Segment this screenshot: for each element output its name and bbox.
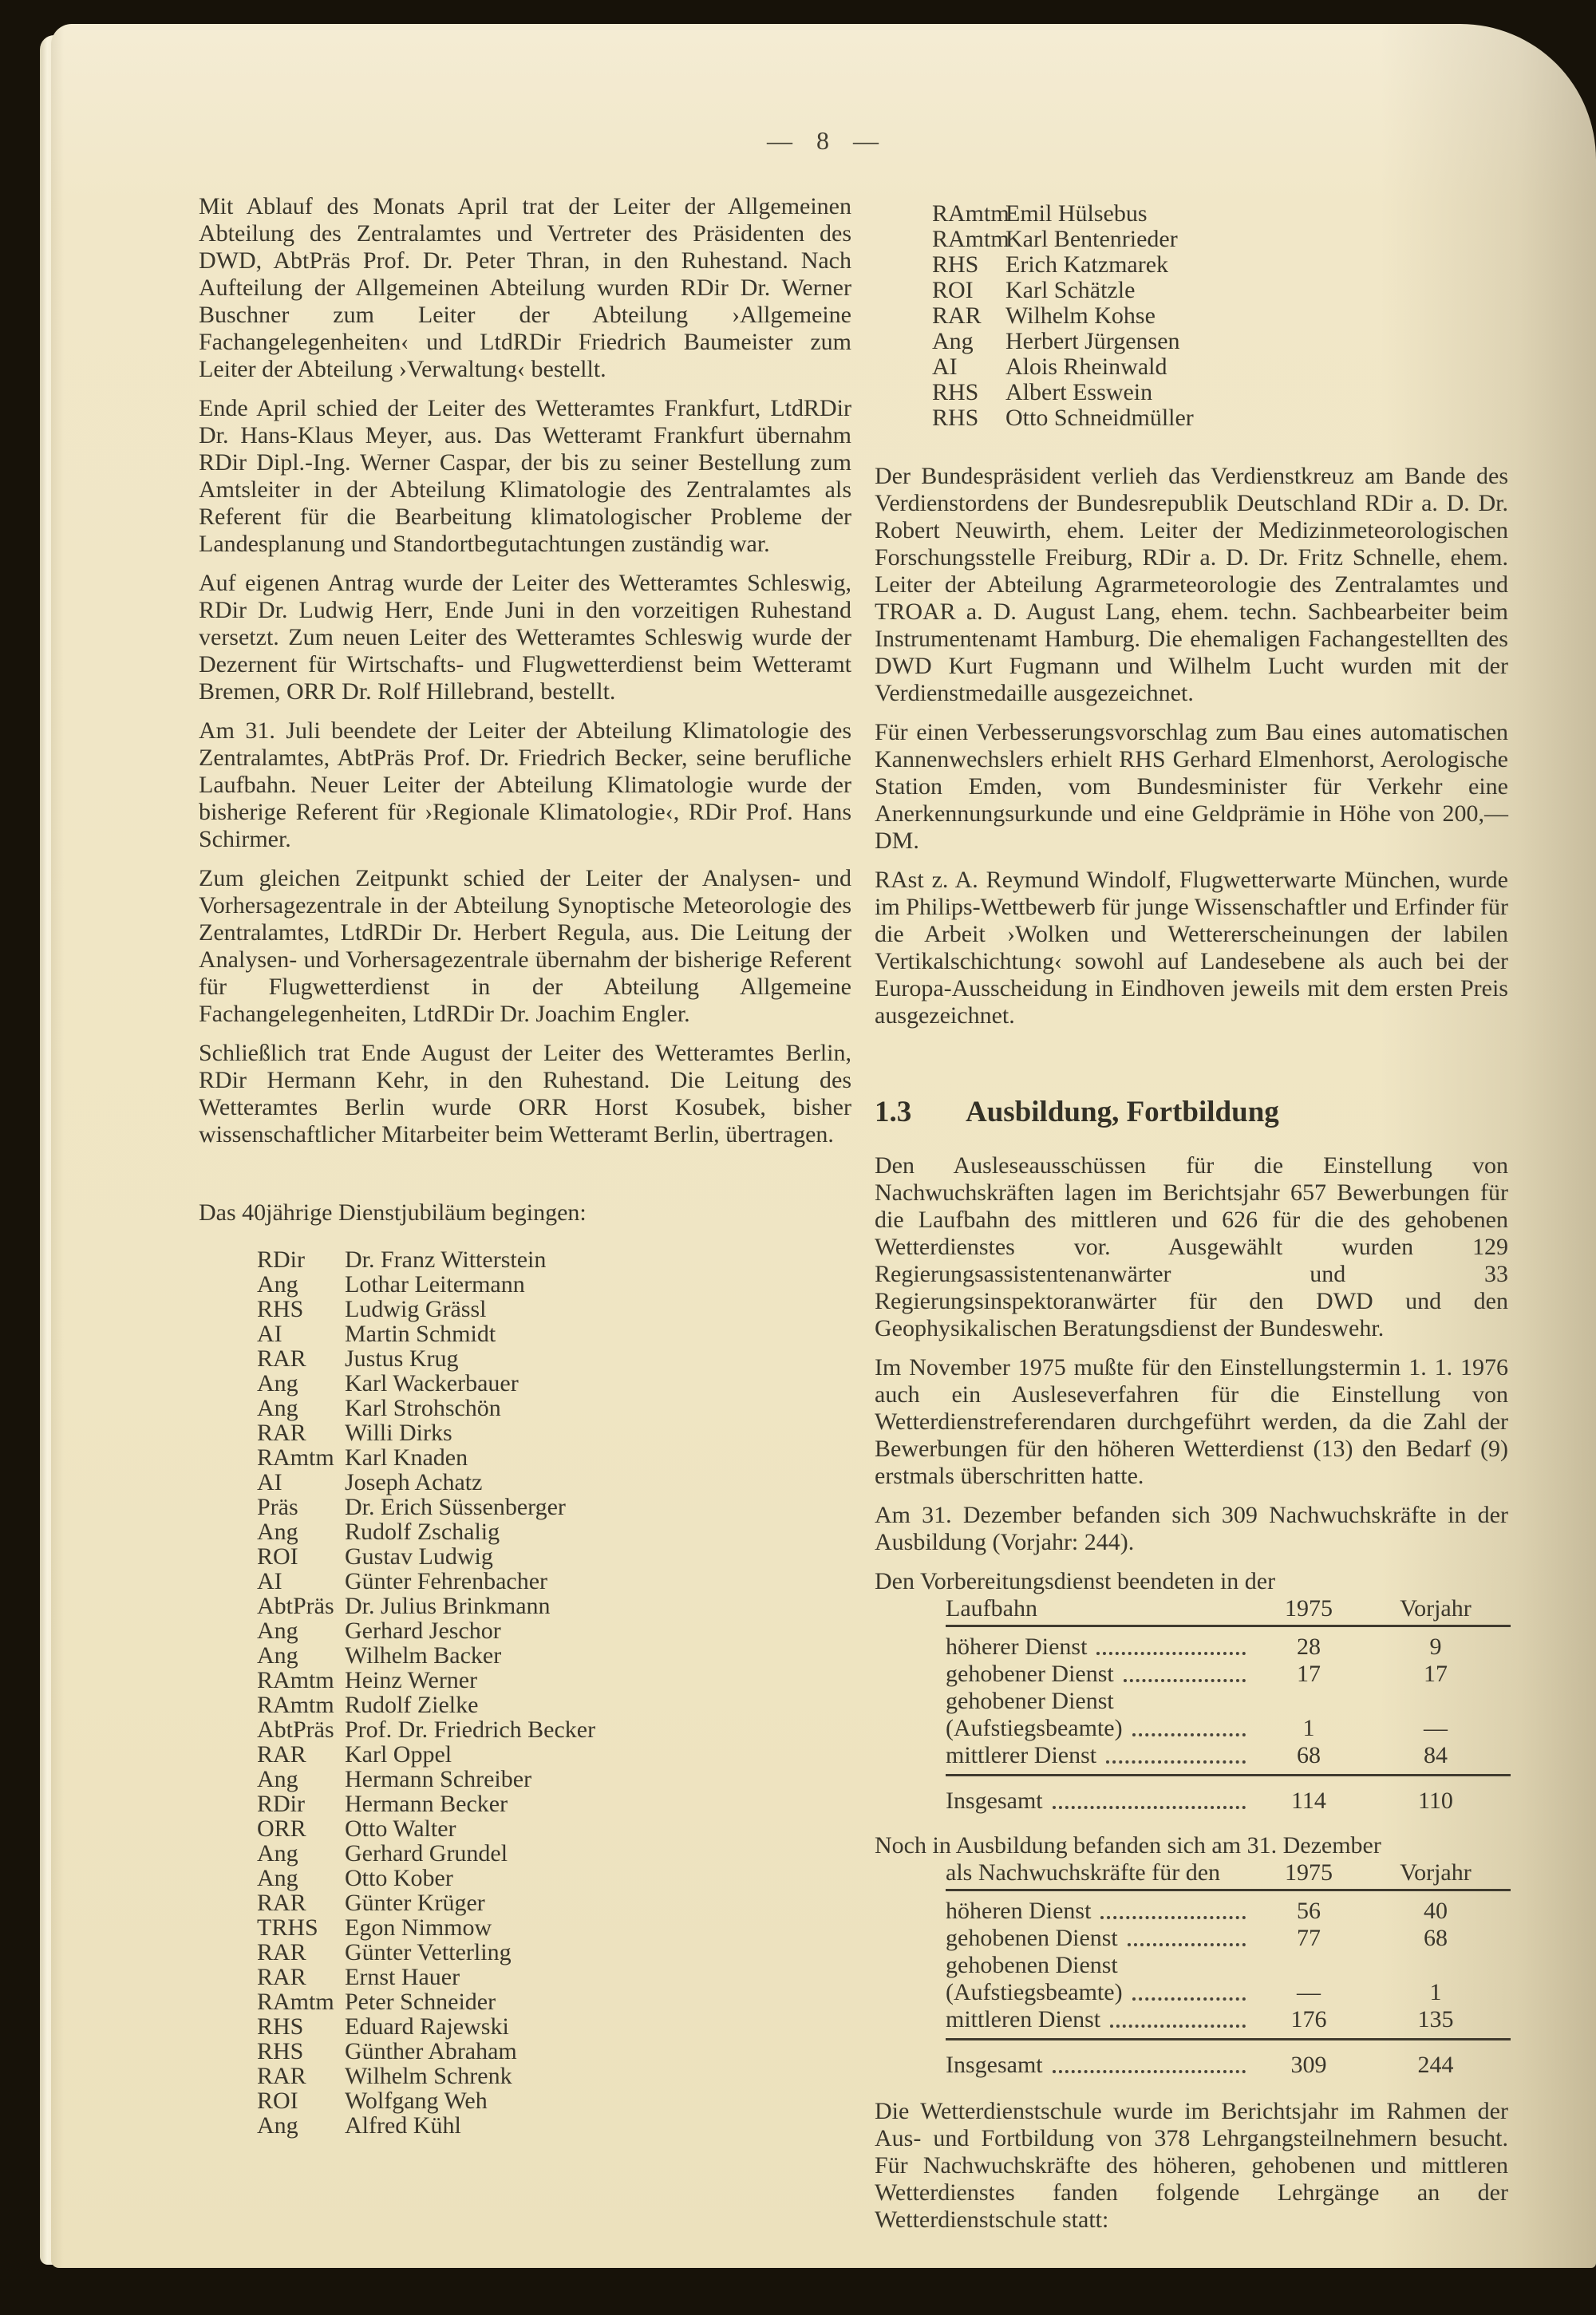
person-name: Otto Kober	[345, 1865, 453, 1891]
rank-label: Ang	[257, 1395, 298, 1421]
list-item	[257, 2113, 851, 2138]
dot-leader	[1096, 1652, 1246, 1655]
rank-label: RAR	[932, 302, 982, 329]
value-1975: 1	[1302, 1715, 1315, 1741]
value-1975: —	[1297, 1979, 1321, 2005]
paragraph-personnel-5: Zum gleichen Zeitpunkt schied der Leiter der Analysen- und Vorhersagezentrale in der Abteilung Synoptische Meteorologie des Zentralamtes, LtdRDir Dr. Herbert Regula, aus. Die Leitung der Analysen- und Vorhersagezentrale übernahm der bisherige Referent für Flugwetterdienst in der Abteilung Allgemeine Fachangelegenheiten, LtdRDir Dr. Joachim Engler.	[199, 865, 851, 1027]
total-vorjahr: 244	[1417, 2052, 1454, 2078]
person-name: Karl Wackerbauer	[345, 1370, 519, 1397]
rank-label: ROI	[257, 2088, 298, 2114]
list-item	[257, 1445, 851, 1470]
section-heading	[875, 1096, 1508, 1128]
table-body	[946, 1634, 1511, 1769]
value-1975: 56	[1297, 1898, 1321, 1924]
rank-label: AI	[257, 1568, 282, 1594]
value-vorjahr: 135	[1417, 2006, 1454, 2033]
rank-label: RAR	[257, 2063, 306, 2089]
row-label-cell	[946, 1634, 1257, 1661]
person-name: Karl Knaden	[345, 1444, 468, 1471]
value-vorjahr: 17	[1424, 1661, 1448, 1687]
rank-label: Ang	[257, 1766, 298, 1792]
person-name: Karl Schätzle	[1005, 277, 1136, 303]
list-item	[257, 1569, 851, 1594]
rank-label: Ang	[257, 1519, 298, 1545]
right-column	[875, 201, 1508, 2246]
value-vorjahr: 68	[1424, 1925, 1448, 1951]
rank-label: AbtPräs	[257, 1716, 334, 1743]
person-name: Otto Schneidmüller	[1005, 405, 1194, 431]
person-name: Erich Katzmarek	[1005, 251, 1169, 278]
value-vorjahr	[1361, 1952, 1511, 1979]
list-item	[257, 1841, 851, 1866]
row-label-cell	[946, 1715, 1257, 1742]
rank-label: ROI	[932, 277, 974, 303]
jubilee-intro: Das 40jährige Dienstjubiläum begingen:	[199, 1199, 587, 1226]
person-name: Günter Krüger	[345, 1890, 485, 1916]
list-item	[257, 1420, 851, 1445]
section-title: Ausbildung, Fortbildung	[966, 1096, 1279, 1128]
rank-label: RAR	[257, 1345, 306, 1372]
person-name: Dr. Erich Süssenberger	[345, 1494, 566, 1520]
column-header-laufbahn: Laufbahn	[946, 1595, 1037, 1622]
honors-list	[932, 201, 1508, 431]
rank-label: AI	[257, 1321, 282, 1347]
rank-label: RDir	[257, 1246, 305, 1273]
value-vorjahr: 40	[1424, 1898, 1448, 1924]
person-name: Alois Rheinwald	[1005, 354, 1167, 380]
list-item	[932, 329, 1508, 354]
table-row	[946, 1742, 1511, 1769]
person-name: Wolfgang Weh	[345, 2088, 488, 2114]
rank-label: RAR	[257, 1964, 306, 1990]
list-item	[257, 1618, 851, 1643]
list-item	[257, 1272, 851, 1297]
rank-label: RHS	[932, 405, 979, 431]
list-item	[257, 1890, 851, 1915]
row-label-cell	[946, 1688, 1257, 1715]
table-row	[946, 1715, 1511, 1742]
table-row	[946, 1634, 1511, 1661]
person-name: Rudolf Zschalig	[345, 1519, 500, 1545]
row-label: mittlerer Dienst	[946, 1742, 1097, 1768]
rank-label: RAR	[257, 1890, 306, 1916]
rank-label: TRHS	[257, 1914, 318, 1941]
paragraph-training-3: Am 31. Dezember befanden sich 309 Nachwuchskräfte in der Ausbildung (Vorjahr: 244).	[875, 1502, 1508, 1555]
list-item	[257, 1792, 851, 1816]
row-label-cell	[946, 2006, 1257, 2033]
rank-label: RAmtm	[257, 1667, 334, 1693]
row-label-cell	[946, 1898, 1257, 1925]
rank-label: AbtPräs	[257, 1593, 334, 1619]
value-vorjahr: 9	[1429, 1634, 1442, 1660]
list-item	[257, 1396, 851, 1420]
left-column	[199, 193, 851, 2138]
table-noch-in-ausbildung	[946, 1859, 1511, 2079]
paragraph-award-suggestion: Für einen Verbesserungsvorschlag zum Bau eines automatischen Kannenwechslers erhielt RHS Gerhard Elmenhorst, Aerologische Station Emden, vom Bundesminister für Verkehr eine Anerkennungsurkunde und eine Geldprämie in Höhe von 200,— DM.	[875, 719, 1508, 854]
rank-label: RAR	[257, 1741, 306, 1768]
rank-label: ROI	[257, 1543, 298, 1570]
table-row	[946, 1952, 1511, 1979]
dot-leader	[1110, 2025, 1246, 2028]
table-total-row	[946, 1788, 1511, 1815]
list-item	[932, 354, 1508, 380]
value-vorjahr: —	[1424, 1715, 1448, 1741]
paragraph-personnel-6: Schließlich trat Ende August der Leiter des Wetteramtes Berlin, RDir Hermann Kehr, in den Ruhestand. Die Leitung des Wetteramtes Berlin wurde ORR Horst Kosubek, bisher wissenschaftlicher Mitarbeiter beim Wetteramt Berlin, übertragen.	[199, 1040, 851, 1148]
book-page	[51, 24, 1596, 2268]
table-row	[946, 1661, 1511, 1688]
person-name: Wilhelm Kohse	[1005, 302, 1156, 329]
person-name: Ernst Hauer	[345, 1964, 460, 1990]
list-item	[257, 1544, 851, 1569]
table-row	[946, 1688, 1511, 1715]
list-item	[257, 1668, 851, 1693]
rank-label: Ang	[257, 1840, 298, 1867]
section-number: 1.3	[875, 1096, 912, 1128]
paragraph-personnel-3: Auf eigenen Antrag wurde der Leiter des Wetteramtes Schleswig, RDir Dr. Ludwig Herr, Ende Juni in den vorzeitigen Ruhestand versetzt. Zum neuen Leiter des Wetteramtes Schleswig wurde der Dezernent für Wirtschafts- und Flugwetterdienst beim Wetteramt Bremen, ORR Dr. Rolf Hillebrand, bestellt.	[199, 570, 851, 705]
rank-label: RAmtm	[932, 200, 1009, 227]
person-name: Hermann Schreiber	[345, 1766, 532, 1792]
list-item	[257, 1495, 851, 1519]
value-vorjahr: 84	[1424, 1742, 1448, 1768]
row-label: mittleren Dienst	[946, 2006, 1101, 2033]
table-rule	[946, 2038, 1511, 2040]
table-header	[946, 1595, 1511, 1622]
row-label-cell	[946, 1788, 1257, 1815]
rank-label: Ang	[257, 1642, 298, 1669]
rank-label: RHS	[932, 251, 979, 278]
list-item	[257, 1321, 851, 1346]
row-label: (Aufstiegsbeamte)	[946, 1979, 1123, 2005]
person-name: Günter Vetterling	[345, 1939, 512, 1965]
person-name: Egon Nimmow	[345, 1914, 492, 1941]
dot-leader	[1053, 2070, 1246, 2073]
row-label: gehobener Dienst	[946, 1661, 1114, 1687]
row-label: (Aufstiegsbeamte)	[946, 1715, 1123, 1741]
list-item	[257, 1915, 851, 1940]
paragraph-personnel-2: Ende April schied der Leiter des Wetteramtes Frankfurt, LtdRDir Dr. Hans-Klaus Meyer, aus. Das Wetteramt Frankfurt übernahm RDir Dipl.-Ing. Werner Caspar, der bis zu seiner Bestellung zum Amtsleiter in der Abteilung Klimatologie des Zentralamtes als Referent für die Bearbeitung klimatologischer Probleme der Landesplanung und Standortbegutachtungen zuständig war.	[199, 395, 851, 557]
rank-label: RDir	[257, 1791, 305, 1817]
person-name: Hermann Becker	[345, 1791, 508, 1817]
value-1975	[1257, 1688, 1361, 1715]
list-item	[257, 1717, 851, 1742]
value-1975: 17	[1297, 1661, 1321, 1687]
list-item	[257, 2039, 851, 2064]
rank-label: Ang	[257, 1370, 298, 1397]
list-item	[257, 1519, 851, 1544]
person-name: Heinz Werner	[345, 1667, 478, 1693]
person-name: Dr. Franz Witterstein	[345, 1246, 547, 1273]
column-header-1975: 1975	[1285, 1859, 1333, 1886]
rank-label: AI	[932, 354, 958, 380]
list-item	[257, 1767, 851, 1792]
rank-label: RAR	[257, 1939, 306, 1965]
value-1975: 28	[1297, 1634, 1321, 1660]
rank-label: AI	[257, 1469, 282, 1495]
row-label-cell	[946, 1952, 1257, 1979]
jubilee-list	[257, 1247, 851, 2138]
table-row	[946, 2006, 1511, 2033]
list-item	[257, 1371, 851, 1396]
list-item	[257, 1816, 851, 1841]
list-item	[257, 2064, 851, 2088]
rank-label: Ang	[932, 328, 974, 354]
person-name: Justus Krug	[345, 1345, 459, 1372]
rank-label: Ang	[257, 1271, 298, 1298]
paragraph-closing: Die Wetterdienstschule wurde im Berichtsjahr im Rahmen der Aus- und Fortbildung von 378 Lehrgangsteilnehmern besucht. Für Nachwuchskräfte des höheren, gehobenen und mittleren Wetterdienstes fanden folgende Lehrgänge an der Wetterdienstschule statt:	[875, 2098, 1508, 2233]
total-vorjahr: 110	[1418, 1788, 1453, 1814]
row-label-cell	[946, 1661, 1257, 1688]
value-vorjahr	[1361, 1688, 1511, 1715]
rank-label: Ang	[257, 1618, 298, 1644]
paragraph-personnel-1: Mit Ablauf des Monats April trat der Leiter der Allgemeinen Abteilung des Zentralamtes und Vertreter des Präsidenten des DWD, AbtPräs Prof. Dr. Peter Thran, in den Ruhestand. Nach Aufteilung der Allgemeinen Abteilung wurden RDir Dr. Werner Buschner zum Leiter der Abteilung ›Allgemeine Fachangelegenheiten‹ und LtdRDir Friedrich Baumeister zum Leiter der Abteilung ›Verwaltung‹ bestellt.	[199, 193, 851, 382]
table-rule	[946, 1625, 1511, 1627]
list-item	[257, 1594, 851, 1618]
list-item	[257, 2088, 851, 2113]
row-label-cell	[946, 1925, 1257, 1952]
dot-leader	[1132, 1733, 1246, 1736]
person-name: Karl Strohschön	[345, 1395, 501, 1421]
list-item	[257, 1965, 851, 1989]
list-item	[257, 1693, 851, 1717]
table-header	[946, 1859, 1511, 1886]
person-name: Joseph Achatz	[345, 1469, 483, 1495]
total-label: Insgesamt	[946, 1788, 1043, 1814]
person-name: Gerhard Grundel	[345, 1840, 508, 1867]
person-name: Günther Abraham	[345, 2038, 517, 2064]
table-row	[946, 1979, 1511, 2006]
person-name: Gerhard Jeschor	[345, 1618, 501, 1644]
table-body	[946, 1898, 1511, 2033]
table-total-row	[946, 2052, 1511, 2079]
person-name: Eduard Rajewski	[345, 2013, 509, 2040]
table-rule	[946, 1889, 1511, 1891]
row-label: gehobenen Dienst	[946, 1925, 1118, 1951]
row-label: gehobener Dienst	[946, 1688, 1114, 1714]
column-header-vorjahr: Vorjahr	[1400, 1595, 1472, 1622]
rank-label: RHS	[257, 2013, 304, 2040]
rank-label: RHS	[257, 2038, 304, 2064]
table-vorbereitungsdienst	[946, 1595, 1511, 1815]
list-item	[932, 252, 1508, 278]
rank-label: ORR	[257, 1815, 306, 1842]
list-item	[257, 1940, 851, 1965]
page-number: — 8 —	[767, 126, 880, 155]
column-header-1975: 1975	[1285, 1595, 1333, 1622]
rank-label: RAmtm	[932, 226, 1009, 252]
person-name: Gustav Ludwig	[345, 1543, 493, 1570]
value-1975: 176	[1290, 2006, 1327, 2033]
person-name: Karl Bentenrieder	[1005, 226, 1178, 252]
person-name: Martin Schmidt	[345, 1321, 496, 1347]
person-name: Albert Esswein	[1005, 379, 1153, 405]
person-name: Dr. Julius Brinkmann	[345, 1593, 551, 1619]
person-name: Peter Schneider	[345, 1989, 496, 2015]
row-label-cell	[946, 2052, 1257, 2079]
rank-label: Ang	[257, 1865, 298, 1891]
table1-intro: Den Vorbereitungsdienst beendeten in der	[875, 1568, 1276, 1594]
list-item	[257, 1470, 851, 1495]
table-row	[946, 1898, 1511, 1925]
paragraph-personnel-4: Am 31. Juli beendete der Leiter der Abteilung Klimatologie des Zentralamtes, AbtPräs Prof. Dr. Friedrich Becker, seine berufliche Laufbahn. Neuer Leiter der Abteilung Klimatologie wurde der bisherige Referent für ›Regionale Klimatologie‹, RDir Prof. Hans Schirmer.	[199, 717, 851, 852]
list-item	[257, 1297, 851, 1321]
list-item	[932, 380, 1508, 405]
value-1975: 77	[1297, 1925, 1321, 1951]
value-vorjahr: 1	[1429, 1979, 1442, 2005]
rank-label: RAmtm	[257, 1444, 334, 1471]
row-label: höheren Dienst	[946, 1898, 1092, 1924]
table2-intro: Noch in Ausbildung befanden sich am 31. Dezember	[875, 1832, 1381, 1859]
person-name: Günter Fehrenbacher	[345, 1568, 548, 1594]
value-1975	[1257, 1952, 1361, 1979]
total-1975: 309	[1290, 2052, 1327, 2078]
rank-label: RHS	[932, 379, 979, 405]
rank-label: RAmtm	[257, 1989, 334, 2015]
person-name: Karl Oppel	[345, 1741, 452, 1768]
total-label: Insgesamt	[946, 2052, 1043, 2078]
table-row	[946, 1925, 1511, 1952]
person-name: Wilhelm Schrenk	[345, 2063, 512, 2089]
row-label: höherer Dienst	[946, 1634, 1088, 1660]
list-item	[257, 1643, 851, 1668]
rank-label: RHS	[257, 1296, 304, 1322]
person-name: Rudolf Zielke	[345, 1692, 479, 1718]
column-header-vorjahr: Vorjahr	[1400, 1859, 1472, 1886]
rank-label: Präs	[257, 1494, 298, 1520]
dot-leader	[1124, 1679, 1246, 1682]
dot-leader	[1106, 1760, 1246, 1764]
rank-label: RAR	[257, 1420, 306, 1446]
paragraph-training-1: Den Ausleseausschüssen für die Einstellung von Nachwuchskräften lagen im Berichtsjahr 657 Bewerbungen für die Laufbahn des mittleren und 626 für die des gehobenen Wetterdienstes vor. Ausgewählt wurden 129 Regierungsassistentenanwärter und 33 Regierungsinspektoranwärter für den DWD und den Geophysikalischen Beratungsdienst der Bundeswehr.	[875, 1152, 1508, 1341]
list-item	[257, 1866, 851, 1890]
dot-leader	[1100, 1916, 1246, 1919]
row-label: gehobenen Dienst	[946, 1952, 1118, 1978]
dot-leader	[1053, 1806, 1246, 1809]
list-item	[932, 201, 1508, 227]
rank-label: RAmtm	[257, 1692, 334, 1718]
paragraph-training-2: Im November 1975 mußte für den Einstellungstermin 1. 1. 1976 auch ein Ausleseverfahren für die Einstellung von Wetterdienstreferendaren durchgeführt werden, da die Zahl der Bewerbungen für den höheren Wetterdienst (13) den Bedarf (9) erstmals überschritten hatte.	[875, 1354, 1508, 1489]
total-1975: 114	[1291, 1788, 1326, 1814]
list-item	[932, 278, 1508, 303]
dot-leader	[1132, 1997, 1246, 2001]
list-item	[257, 1989, 851, 2014]
column-header-nachwuchs: als Nachwuchskräfte für den	[946, 1859, 1221, 1886]
dot-leader	[1128, 1943, 1246, 1946]
person-name: Emil Hülsebus	[1005, 200, 1148, 227]
row-label-cell	[946, 1979, 1257, 2006]
person-name: Willi Dirks	[345, 1420, 452, 1446]
paragraph-award-philips: RAst z. A. Reymund Windolf, Flugwetterwarte München, wurde im Philips-Wettbewerb für junge Wissenschaftler und Erfinder für die Arbeit ›Wolken und Wettererscheinungen der labilen Vertikalschichtung‹ sowohl auf Landesebene als auch bei der Europa-Ausscheidung in Eindhoven jeweils mit dem ersten Preis ausgezeichnet.	[875, 867, 1508, 1029]
table-rule	[946, 1774, 1511, 1776]
list-item	[257, 2014, 851, 2039]
list-item	[257, 1346, 851, 1371]
list-item	[257, 1247, 851, 1272]
person-name: Ludwig Grässl	[345, 1296, 487, 1322]
value-1975: 68	[1297, 1742, 1321, 1768]
list-item	[932, 405, 1508, 431]
person-name: Prof. Dr. Friedrich Becker	[345, 1716, 596, 1743]
list-item	[257, 1742, 851, 1767]
list-item	[932, 303, 1508, 329]
person-name: Herbert Jürgensen	[1005, 328, 1180, 354]
paragraph-honors: Der Bundespräsident verlieh das Verdienstkreuz am Bande des Verdienstordens der Bundesrepublik Deutschland RDir a. D. Dr. Robert Neuwirth, ehem. Leiter der Medizinmeteorologischen Forschungsstelle Freiburg, RDir a. D. Dr. Fritz Schnelle, ehem. Leiter der Abteilung Agrarmeteorologie des Zentralamtes und TROAR a. D. August Lang, ehem. techn. Sachbearbeiter beim Instrumentenamt Hamburg. Die ehemaligen Fachangestellten des DWD Kurt Fugmann und Wilhelm Lucht wurden mit der Verdienstmedaille ausgezeichnet.	[875, 463, 1508, 706]
person-name: Alfred Kühl	[345, 2112, 461, 2139]
person-name: Otto Walter	[345, 1815, 456, 1842]
row-label-cell	[946, 1742, 1257, 1769]
person-name: Wilhelm Backer	[345, 1642, 502, 1669]
rank-label: Ang	[257, 2112, 298, 2139]
person-name: Lothar Leitermann	[345, 1271, 525, 1298]
list-item	[932, 227, 1508, 252]
